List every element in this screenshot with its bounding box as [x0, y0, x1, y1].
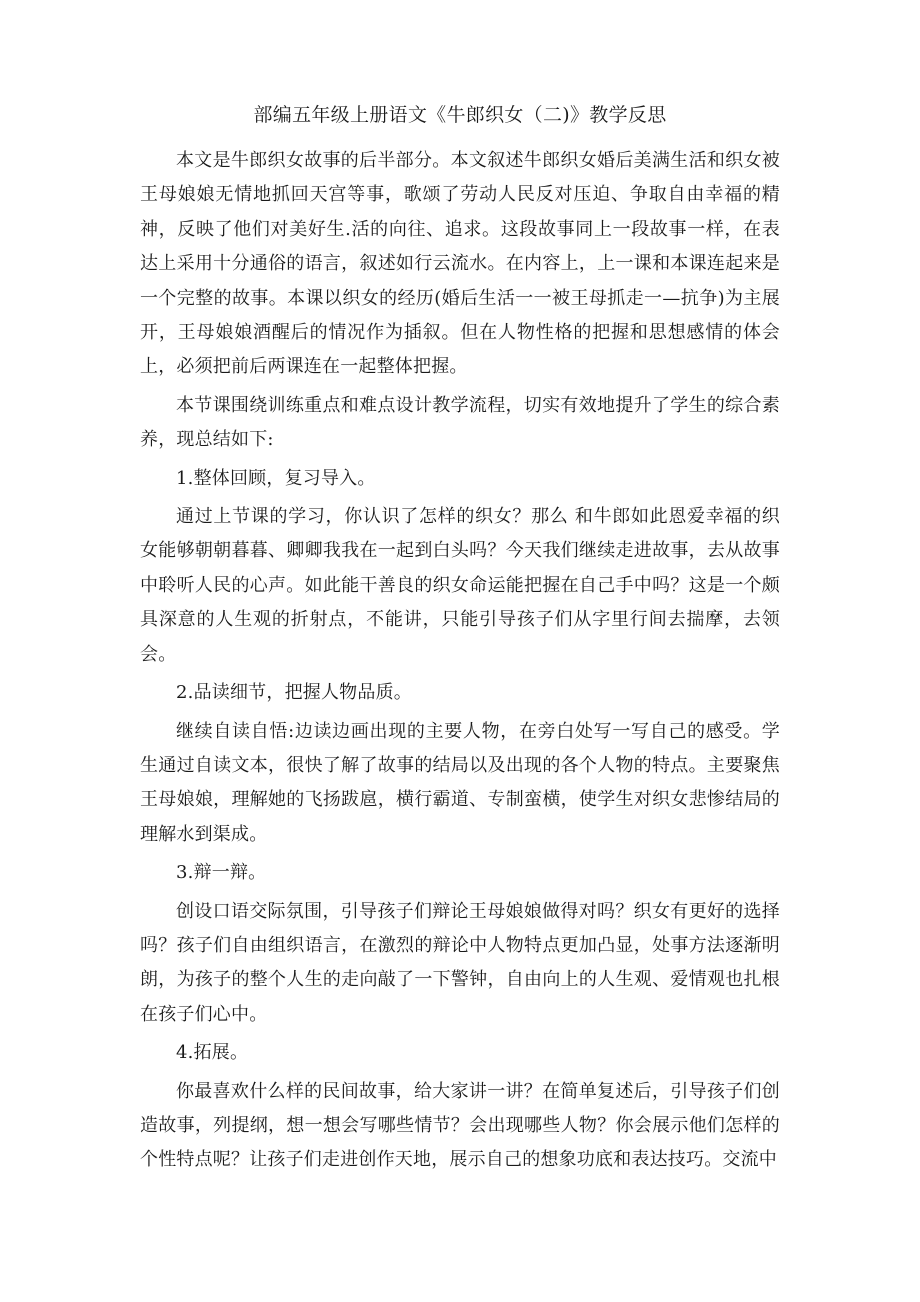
document-body [140, 144, 780, 1182]
paragraph-section-3: 创设口语交际氛围，引导孩子们辩论王母娘娘做得对吗？织女有更好的选择吗？孩子们自由组织语言，在激烈的辩论中人物特点更加凸显，处事方法逐渐明朗，为孩子的整个人生的走向敲了一下警钟，自由向上的人生观、爱情观也扎根在孩子们心中。 [140, 900, 780, 1025]
paragraph-section-4: 你最喜欢什么样的民间故事，给大家讲一讲？在简单复述后，引导孩子们创造故事，列提纲，想一想会写哪些情节？会出现哪些人物？你会展示他们怎样的个性特点呢？让孩子们走进创作天地，展示自己的想象功底和表达技巧。交流中 [140, 1080, 780, 1171]
document-title: 部编五年级上册语文《牛郎织女（二)》教学反思 [253, 104, 667, 126]
paragraph-section-2: 继续自读自悟:边读边画出现的主要人物，在旁白处写一写自己的感受。学生通过自读文本，很快了解了故事的结局以及出现的各个人物的特点。主要聚焦王母娘娘，理解她的飞扬跋扈，横行霸道、专制蛮横，使学生对织女悲惨结局的理解水到渠成。 [140, 720, 780, 845]
paragraph-section-1: 通过上节课的学习，你认识了怎样的织女？那么 和牛郎如此恩爱幸福的织女能够朝朝暮暮、卿卿我我在一起到白头吗？今天我们继续走进故事，去从故事中聆听人民的心声。如此能干善良的织女命运能把握在自己手中吗？这是一个颇具深意的人生观的折射点，不能讲，只能引导孩子们从字里行间去揣摩，去领会。 [140, 506, 780, 665]
section-heading-2: 2.品读细节，把握人物品质。 [176, 682, 412, 704]
section-heading-1: 1.整体回顾，复习导入。 [176, 467, 376, 489]
paragraph-intro: 本文是牛郎织女故事的后半部分。本文叙述牛郎织女婚后美满生活和织女被王母娘娘无情地抓回天宫等事，歌颂了劳动人民反对压迫、争取自由幸福的精神，反映了他们对美好生.活的向往、追求。这段故事同上一段故事一样，在表达上采用十分通俗的语言，叙述如行云流水。在内容上，上一课和本课连起来是一个完整的故事。本课以织女的经历(婚后生活一一被王母抓走一—抗争)为主展开，王母娘娘酒醒后的情况作为插叙。但在人物性格的把握和思想感情的体会上，必须把前后两课连在一起整体把握。 [140, 150, 780, 378]
paragraph-summary-lead: 本节课围绕训练重点和难点设计教学流程，切实有效地提升了学生的综合素养，现总结如下: [140, 394, 780, 451]
section-heading-4: 4.拓展。 [176, 1042, 249, 1064]
section-heading-3: 3.辩一辩。 [176, 862, 267, 884]
